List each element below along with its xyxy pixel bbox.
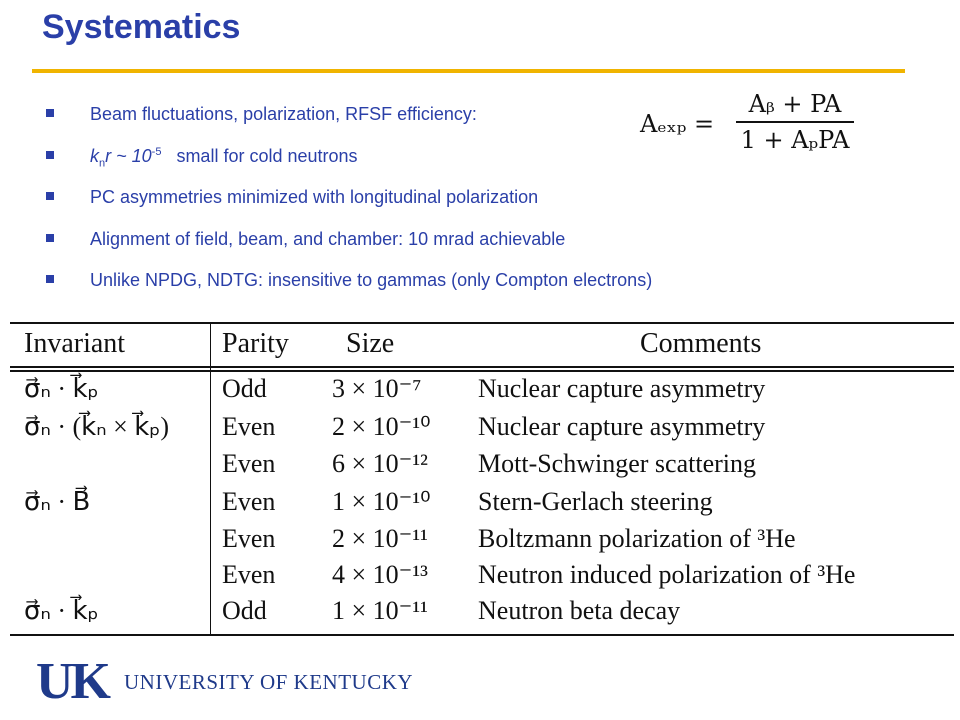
- row-parity: Even: [222, 524, 276, 553]
- bullet-text: Beam fluctuations, polarization, RFSF efficiency:: [90, 104, 477, 124]
- table-column-divider: [210, 322, 211, 634]
- table-header-rule-2: [10, 370, 954, 372]
- bullet-marker-icon: [46, 192, 54, 200]
- bullet-marker-icon: [46, 151, 54, 159]
- row-parity: Odd: [222, 374, 267, 403]
- header-size: Size: [346, 328, 395, 359]
- university-name: UNIVERSITY OF KENTUCKY: [124, 670, 414, 694]
- formula-fraction: [736, 90, 854, 154]
- uk-logo-mark: UK: [36, 653, 108, 710]
- header-comments: Comments: [640, 328, 762, 359]
- row-comment: Neutron induced polarization of ³He: [478, 560, 856, 589]
- row-size: 4 × 10⁻¹³: [332, 560, 428, 589]
- row-size: 3 × 10⁻⁷: [332, 374, 422, 403]
- bullet-rest: small for cold neutrons: [161, 145, 358, 166]
- bullet-exponent: -5: [151, 145, 162, 158]
- row-invariant: σ⃗ₙ · B⃗: [24, 487, 91, 516]
- formula-lhs: Aₑₓₚ =: [640, 110, 715, 138]
- bullet-item: [46, 270, 886, 312]
- row-comment: Mott-Schwinger scattering: [478, 449, 756, 478]
- row-invariant: σ⃗ₙ · k⃗ₚ: [24, 596, 99, 625]
- bullet-k: k: [90, 145, 99, 166]
- bullet-r: r ~ 10: [105, 145, 152, 166]
- systematics-table: [10, 322, 954, 637]
- fraction-bar: [736, 121, 854, 123]
- header-parity: Parity: [222, 328, 289, 359]
- row-size: 6 × 10⁻¹²: [332, 449, 428, 478]
- bullet-text: Unlike NPDG, NDTG: insensitive to gammas (only Compton electrons): [90, 270, 653, 290]
- table-header-rule: [10, 366, 954, 368]
- bullet-marker-icon: [46, 234, 54, 242]
- row-parity: Even: [222, 487, 276, 516]
- row-size: 2 × 10⁻¹⁰: [332, 412, 431, 441]
- formula-denominator: 1 + AₚPA: [740, 126, 850, 154]
- bullet-text: PC asymmetries minimized with longitudinal polarization: [90, 187, 539, 207]
- bullet-item: [46, 229, 886, 271]
- bullet-marker-icon: [46, 109, 54, 117]
- header-invariant: Invariant: [24, 328, 126, 359]
- bullet-text: [90, 146, 358, 170]
- row-comment: Boltzmann polarization of ³He: [478, 524, 796, 553]
- row-parity: Even: [222, 560, 276, 589]
- row-size: 1 × 10⁻¹⁰: [332, 487, 431, 516]
- row-invariant: σ⃗ₙ · (k⃗ₙ × k⃗ₚ): [24, 412, 170, 441]
- row-parity: Odd: [222, 596, 267, 625]
- row-size: 2 × 10⁻¹¹: [332, 524, 428, 553]
- row-comment: Nuclear capture asymmetry: [478, 374, 766, 403]
- row-comment: Stern-Gerlach steering: [478, 487, 713, 516]
- slide-title: Systematics: [42, 8, 241, 46]
- bullet-marker-icon: [46, 275, 54, 283]
- table-top-rule: [10, 322, 954, 324]
- university-logo: [36, 653, 414, 710]
- row-parity: Even: [222, 449, 276, 478]
- table-bottom-rule: [10, 634, 954, 636]
- bullet-item: [46, 187, 886, 229]
- row-size: 1 × 10⁻¹¹: [332, 596, 428, 625]
- formula-numerator: Aᵦ + PA: [748, 90, 842, 118]
- title-underline: [32, 69, 905, 73]
- row-comment: Nuclear capture asymmetry: [478, 412, 766, 441]
- bullet-k-subscript: n: [99, 157, 106, 170]
- bullet-text: Alignment of field, beam, and chamber: 10 mrad achievable: [90, 228, 566, 249]
- row-comment: Neutron beta decay: [478, 596, 681, 625]
- row-parity: Even: [222, 412, 276, 441]
- row-invariant: σ⃗ₙ · k⃗ₚ: [24, 374, 99, 403]
